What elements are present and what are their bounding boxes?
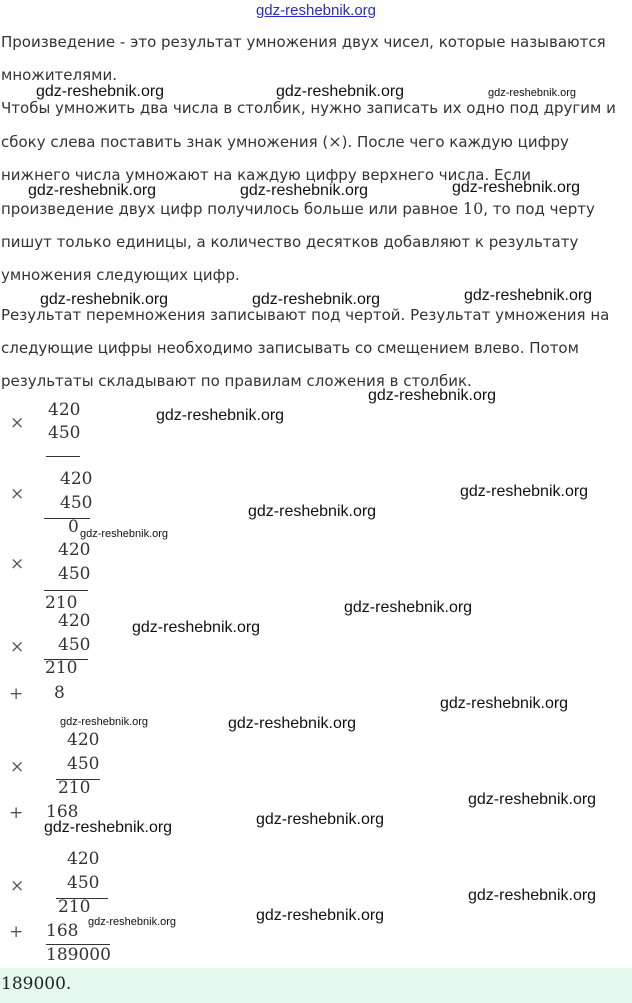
- partial-result: 210: [45, 593, 78, 613]
- answer-box: [0, 968, 632, 1003]
- watermark: gdz-reshebnik.org: [256, 907, 385, 924]
- watermark: gdz-reshebnik.org: [60, 716, 149, 728]
- site-link[interactable]: gdz-reshebnik.org: [255, 2, 377, 19]
- second-partial-result: 168: [46, 802, 79, 822]
- watermark: gdz-reshebnik.org: [80, 528, 169, 540]
- result-paragraph: Результат перемножения записывают под чертой. Результат умножения на следующие цифры необходимо записывать со смещением влево. Потом результаты складывают по правилам сложения в столбик.: [1, 306, 610, 390]
- watermark: gdz-reshebnik.org: [156, 407, 285, 424]
- watermark: gdz-reshebnik.org: [460, 483, 589, 500]
- plus-sign: +: [9, 684, 24, 704]
- multiplier: 450: [67, 873, 100, 893]
- multiplicand: 420: [60, 469, 93, 489]
- multiply-sign: ×: [10, 413, 25, 433]
- multiply-sign-inline: ×: [328, 132, 342, 151]
- watermark: gdz-reshebnik.org: [228, 715, 357, 732]
- second-partial-result: 8: [54, 683, 65, 703]
- result-line: [46, 456, 80, 457]
- watermark: gdz-reshebnik.org: [28, 182, 157, 199]
- answer-value: 189000.: [1, 974, 72, 994]
- multiplier: 450: [58, 564, 91, 584]
- multiplicand: 420: [67, 730, 100, 750]
- multiplier: 450: [67, 754, 100, 774]
- multiplier: 450: [60, 493, 93, 513]
- watermark: gdz-reshebnik.org: [252, 291, 381, 308]
- definition-paragraph: Произведение - это результат умножения двух чисел, которые называются множителями.: [1, 33, 606, 84]
- method-text-1: Чтобы умножить два числа в столбик, нужно записать их одно под другим и сбоку слева поставить знак умножения (: [1, 99, 616, 151]
- multiplicand: 420: [58, 540, 91, 560]
- result-line: [44, 518, 90, 519]
- multiply-sign: ×: [10, 484, 25, 504]
- multiplicand: 420: [58, 611, 91, 631]
- partial-result: 210: [58, 778, 91, 798]
- watermark: gdz-reshebnik.org: [36, 83, 165, 100]
- plus-sign: +: [9, 803, 24, 823]
- watermark: gdz-reshebnik.org: [368, 387, 497, 404]
- watermark: gdz-reshebnik.org: [132, 619, 261, 636]
- watermark: gdz-reshebnik.org: [240, 182, 369, 199]
- multiply-sign: ×: [10, 554, 25, 574]
- watermark: gdz-reshebnik.org: [256, 811, 385, 828]
- watermark: gdz-reshebnik.org: [248, 503, 377, 520]
- multiplier: 450: [48, 423, 81, 443]
- method-text-2: ). После чего каждую цифру нижнего числа умножают на каждую цифру верхнего числа. Если произведение двух цифр получилось больше или равное: [1, 133, 569, 218]
- multiply-sign: ×: [10, 637, 25, 657]
- partial-result: 0: [68, 517, 79, 537]
- watermark: gdz-reshebnik.org: [276, 83, 405, 100]
- number-ten-inline: 10: [462, 199, 484, 218]
- multiply-sign: ×: [10, 757, 25, 777]
- watermark: gdz-reshebnik.org: [488, 87, 577, 99]
- multiplicand: 420: [67, 849, 100, 869]
- partial-result: 210: [58, 897, 91, 917]
- plus-sign: +: [9, 922, 24, 942]
- watermark: gdz-reshebnik.org: [88, 916, 177, 928]
- multiplicand: 420: [48, 400, 81, 420]
- method-paragraph: [1, 92, 629, 292]
- method-text-3: , то под черту пишут только единицы, а количество десятков добавляют к результату умножения следующих цифр.: [1, 200, 595, 284]
- multiplier: 450: [58, 635, 91, 655]
- second-partial-result: 168: [46, 921, 79, 941]
- watermark: gdz-reshebnik.org: [468, 887, 597, 904]
- watermark: gdz-reshebnik.org: [44, 819, 173, 836]
- watermark: gdz-reshebnik.org: [468, 791, 597, 808]
- result-line: [44, 590, 88, 591]
- watermark: gdz-reshebnik.org: [464, 287, 593, 304]
- watermark: gdz-reshebnik.org: [452, 179, 581, 196]
- watermark: gdz-reshebnik.org: [40, 291, 169, 308]
- final-product: 189000: [46, 945, 111, 965]
- watermark: gdz-reshebnik.org: [440, 695, 569, 712]
- partial-result: 210: [45, 658, 78, 678]
- multiply-sign: ×: [10, 876, 25, 896]
- watermark: gdz-reshebnik.org: [344, 599, 473, 616]
